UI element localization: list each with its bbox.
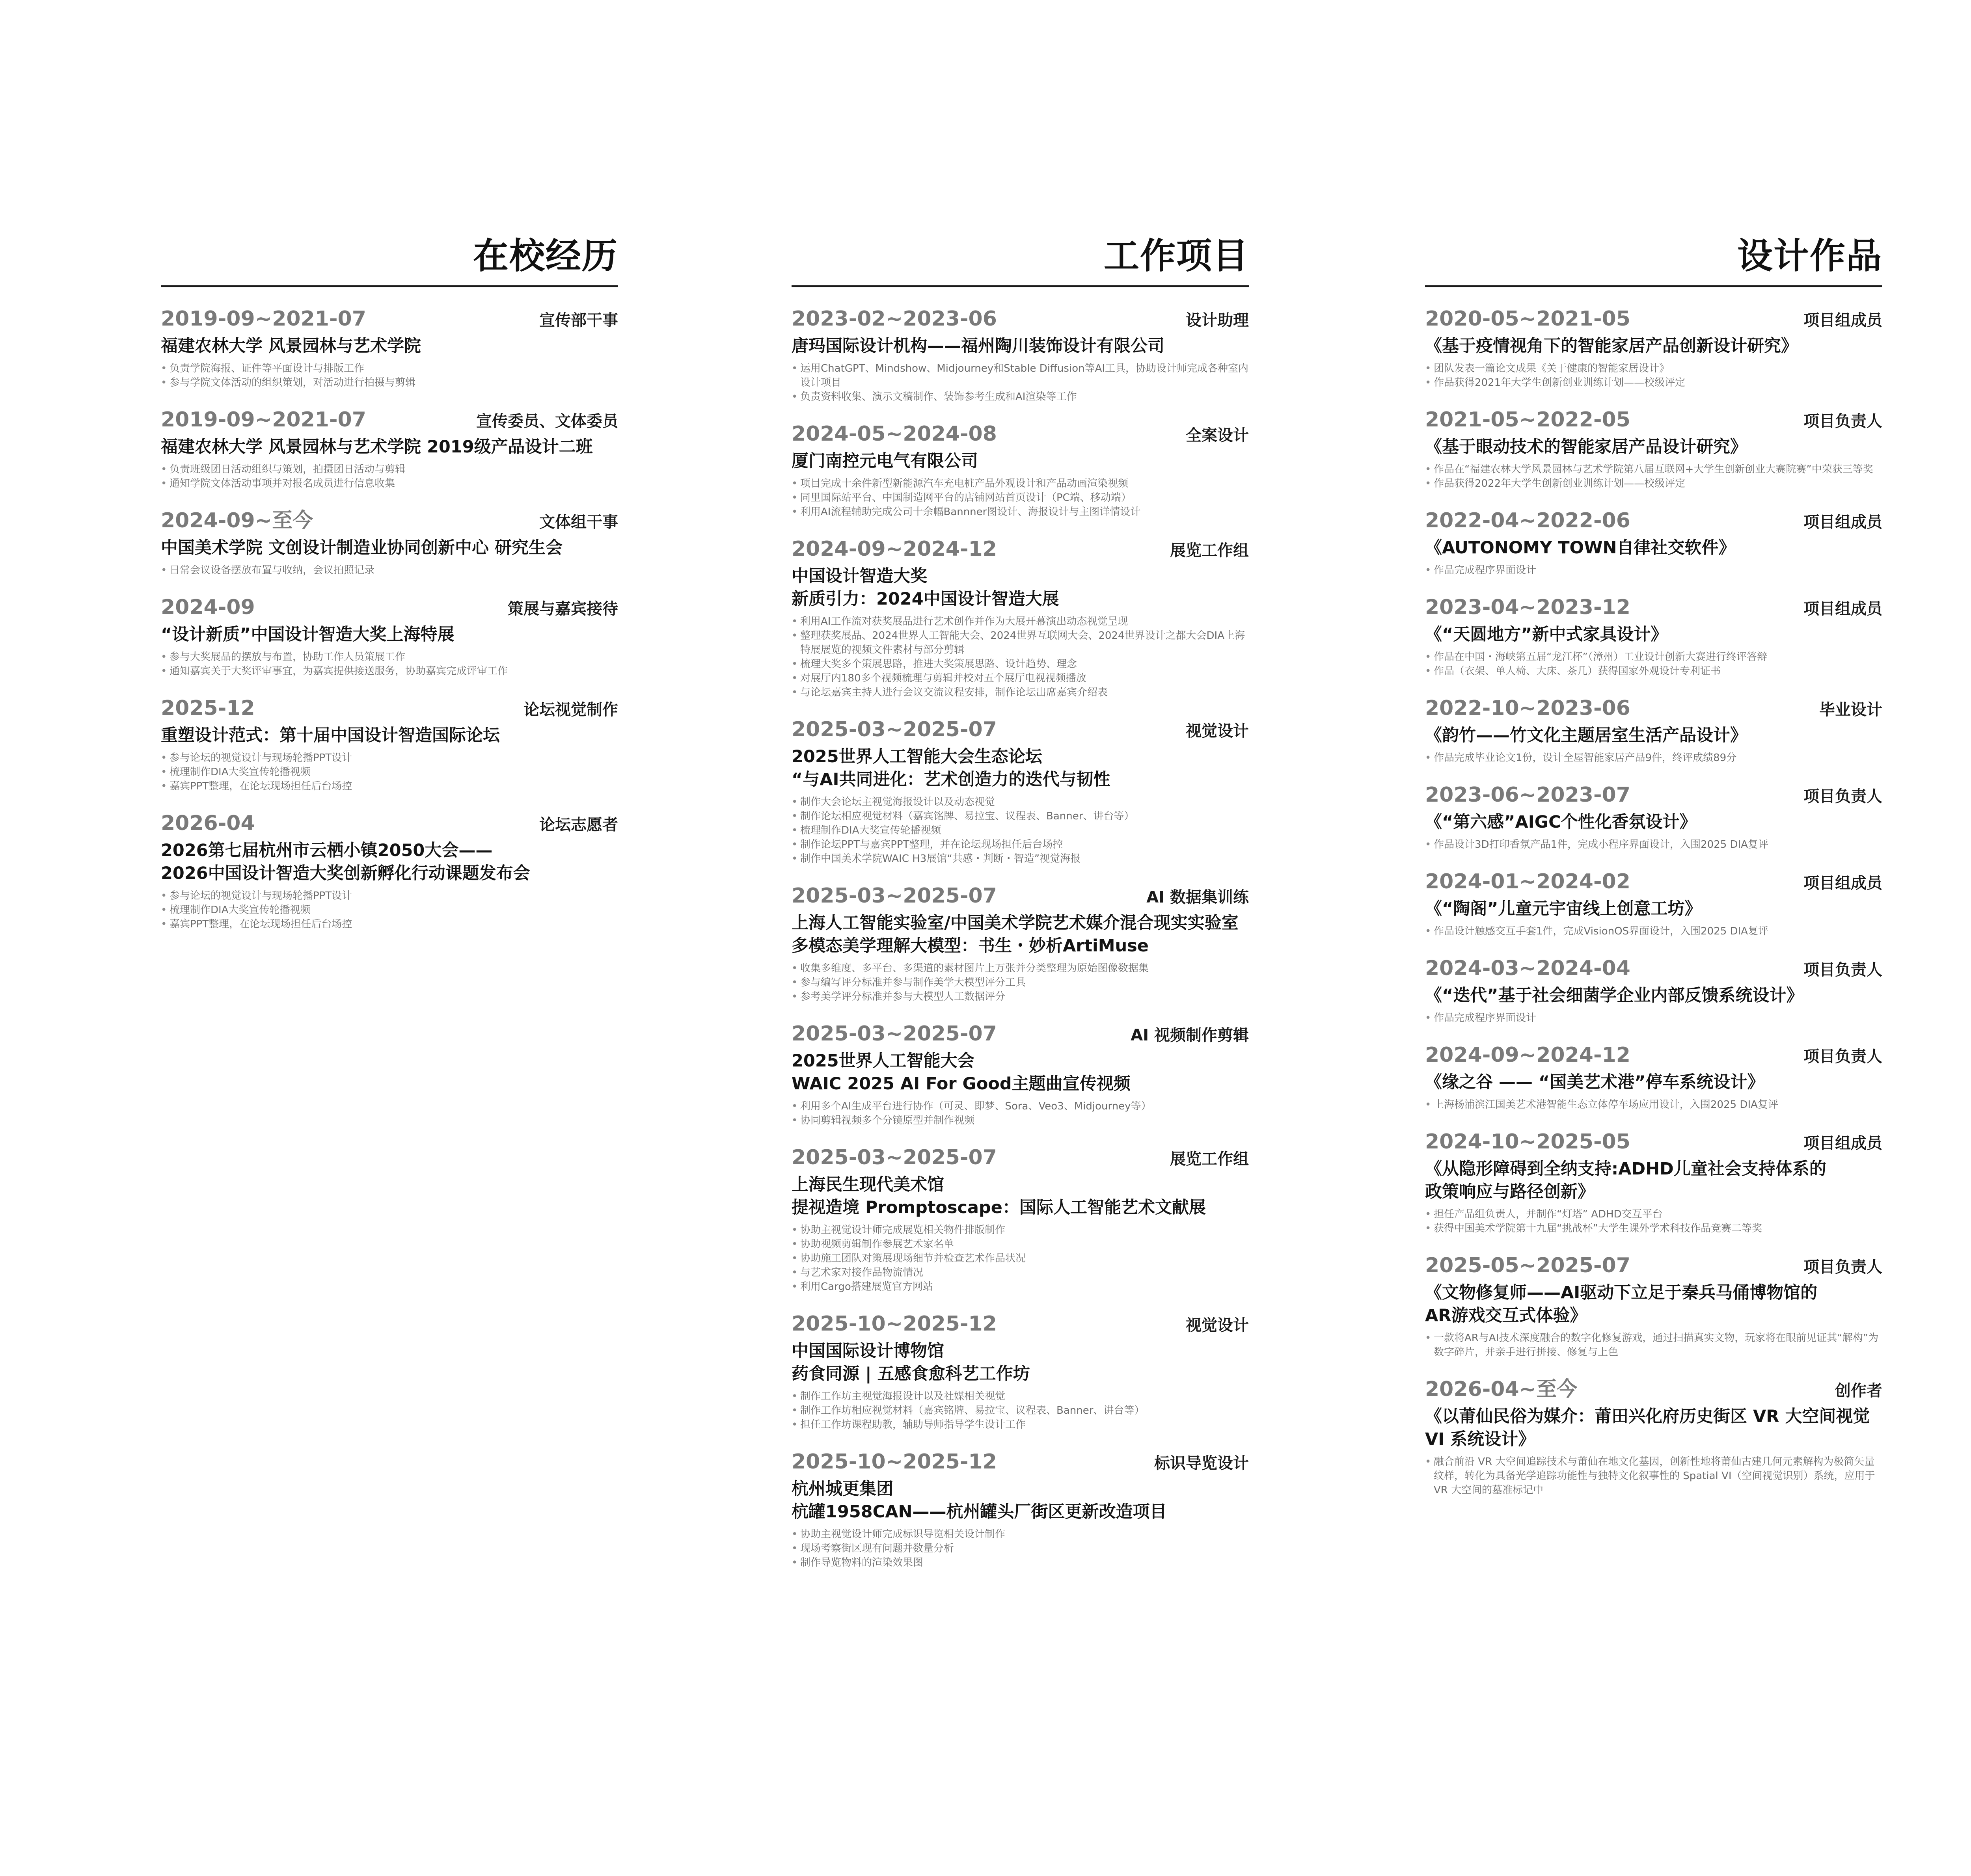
entry-header [792, 1143, 1249, 1173]
entry-title-line: AR游戏交互式体验》 [1425, 1306, 1587, 1325]
entry-title-line: 《韵竹——竹文化主题居室生活产品设计》 [1425, 726, 1747, 745]
entry-title-line: “设计新质”中国设计智造大奖上海特展 [161, 625, 455, 644]
entry-bullet-list [1425, 1455, 1882, 1497]
entry-role: 论坛视觉制作 [523, 701, 618, 719]
entry-header [161, 809, 618, 839]
resume-entry [161, 506, 618, 577]
entry-role: 创作者 [1835, 1382, 1882, 1400]
entry-header [792, 1020, 1249, 1050]
entry-bullet: • 收集多维度、多平台、多渠道的素材图片上万张并分类整理为原始图像数据集 [792, 961, 1249, 975]
entry-bullet: • 作品获得2022年大学生创新创业训练计划——校级评定 [1425, 476, 1882, 491]
entry-date: 2023-04~2023-12 [1425, 596, 1630, 619]
entry-bullet: • 对展厅内180多个视频梳理与剪辑并校对五个展厅电视视频播放 [792, 671, 1249, 685]
entry-bullet: • 作品完成程序界面设计 [1425, 563, 1882, 577]
entry-date: 2024-01~2024-02 [1425, 870, 1630, 893]
entry-header [792, 1310, 1249, 1340]
entry-title-line: 提视造境 Promptoscape：国际人工智能艺术文献展 [792, 1198, 1206, 1217]
entry-date: 2023-06~2023-07 [1425, 783, 1630, 807]
entry-bullet-list [792, 795, 1249, 866]
resume-entry [1425, 954, 1882, 1025]
entry-date: 2024-03~2024-04 [1425, 957, 1630, 980]
entry-bullet-list [161, 361, 618, 390]
entry-date: 2024-09~至今 [161, 509, 313, 532]
entry-date: 2024-09 [161, 596, 255, 619]
entry-title-line: 厦门南控元电气有限公司 [792, 451, 978, 471]
resume-entry [792, 1020, 1249, 1128]
entry-bullet: • 梳理制作DIA大奖宣传轮播视频 [161, 903, 618, 917]
resume-entry [161, 809, 618, 931]
entry-bullet-list [161, 462, 618, 491]
entry-title-line: 福建农林大学 风景园林与艺术学院 [161, 336, 421, 356]
resume-entry [1425, 305, 1882, 390]
entry-bullet: • 参考美学评分标准并参与大模型人工数据评分 [792, 990, 1249, 1004]
entry-date: 2024-05~2024-08 [792, 422, 997, 446]
entry-header [792, 535, 1249, 565]
entry-date: 2025-10~2025-12 [792, 1312, 997, 1336]
entry-header [792, 305, 1249, 335]
entry-bullet: • 担任产品组负责人，并制作“灯塔” ADHD交互平台 [1425, 1207, 1882, 1221]
entry-header [1425, 867, 1882, 897]
section-column-work [792, 233, 1249, 1586]
section-divider [792, 285, 1249, 287]
entry-bullet-list [792, 476, 1249, 519]
entry-bullet-list [1425, 361, 1882, 390]
entry-bullet: • 作品完成程序界面设计 [1425, 1011, 1882, 1025]
entry-date: 2020-05~2021-05 [1425, 307, 1630, 331]
entry-date: 2021-05~2022-05 [1425, 408, 1630, 432]
entry-date: 2019-09~2021-07 [161, 408, 366, 432]
entry-bullet: • 负责班级团日活动组织与策划，拍摄团日活动与剪辑 [161, 462, 618, 476]
entry-title-line: 多模态美学理解大模型：书生・妙析ArtiMuse [792, 936, 1149, 956]
resume-entry [1425, 1128, 1882, 1236]
entry-bullet: • 嘉宾PPT整理，在论坛现场担任后台场控 [161, 779, 618, 793]
entry-date: 2025-03~2025-07 [792, 1146, 997, 1169]
entry-bullet-list [792, 361, 1249, 404]
entry-bullet: • 协同剪辑视频多个分镜原型并制作视频 [792, 1113, 1249, 1128]
entry-title-line: 上海民生现代美术馆 [792, 1175, 944, 1195]
entry-bullet: • 作品在“福建农林大学风景园林与艺术学院第八届互联网+大学生创新创业大赛院赛”中荣获三等奖 [1425, 462, 1882, 476]
entry-role: AI 数据集训练 [1146, 888, 1249, 906]
entry-bullet-list [1425, 462, 1882, 491]
entry-date: 2024-09~2024-12 [1425, 1043, 1630, 1067]
section-column-design [1425, 233, 1882, 1513]
entry-bullet-list [1425, 1098, 1882, 1112]
section-column-school [161, 233, 618, 947]
entry-role: 项目负责人 [1803, 412, 1882, 430]
entry-role: 设计助理 [1186, 311, 1249, 329]
entry-title-line: 《缘之谷 —— “国美艺术港”停车系统设计》 [1425, 1072, 1764, 1092]
entry-bullet-list [161, 751, 618, 793]
entry-title-line: 《基于疫情视角下的智能家居产品创新设计研究》 [1425, 336, 1798, 356]
entry-bullet: • 作品获得2021年大学生创新创业训练计划——校级评定 [1425, 376, 1882, 390]
resume-entry [1425, 1375, 1882, 1497]
entry-title-line: 唐玛国际设计机构——福州陶川装饰设计有限公司 [792, 336, 1164, 356]
entry-bullet: • 参与编写评分标准并参与制作美学大模型评分工具 [792, 975, 1249, 990]
entry-title-line: 《“第六感”AIGC个性化香氛设计》 [1425, 812, 1697, 832]
entry-title-line: 新质引力：2024中国设计智造大展 [792, 589, 1059, 609]
entry-header [792, 882, 1249, 912]
entry-role: AI 视频制作剪辑 [1131, 1026, 1249, 1044]
entry-bullet: • 日常会议设备摆放布置与收纳，会议拍照记录 [161, 563, 618, 577]
entry-header [161, 406, 618, 436]
entry-bullet: • 整理获奖展品、2024世界人工智能大会、2024世界互联网大会、2024世界设计之都大会DIA上海特展展览的视频文件素材与部分剪辑 [792, 629, 1249, 657]
resume-entry [792, 1143, 1249, 1294]
entry-bullet: • 梳理制作DIA大奖宣传轮播视频 [161, 765, 618, 779]
entry-bullet: • 利用Cargo搭建展览官方网站 [792, 1280, 1249, 1294]
entry-bullet-list [792, 1527, 1249, 1570]
entry-role: 项目负责人 [1803, 1258, 1882, 1276]
entry-role: 项目负责人 [1803, 1048, 1882, 1066]
entry-bullet: • 利用AI流程辅助完成公司十余幅Bannner图设计、海报设计与主图详情设计 [792, 505, 1249, 519]
entry-role: 项目组成员 [1803, 874, 1882, 892]
resume-entry [792, 420, 1249, 519]
entry-header [1425, 506, 1882, 536]
entry-bullet-list [1425, 838, 1882, 852]
entry-header [792, 715, 1249, 745]
entry-header [792, 420, 1249, 450]
entry-date: 2025-05~2025-07 [1425, 1254, 1630, 1277]
entry-bullet: • 上海杨浦滨江国美艺术港智能生态立体停车场应用设计，入围2025 DIA复评 [1425, 1098, 1882, 1112]
entry-header [1425, 1041, 1882, 1071]
entry-title-line: 2025世界人工智能大会 [792, 1051, 974, 1071]
entry-title-line: 《以莆仙民俗为媒介：莆田兴化府历史街区 VR 大空间视觉 [1425, 1407, 1870, 1426]
entry-bullet-list [161, 889, 618, 931]
entry-bullet: • 作品设计3D打印香氛产品1件，完成小程序界面设计，入围2025 DIA复评 [1425, 838, 1882, 852]
entry-bullet: • 制作论坛相应视觉材料（嘉宾铭牌、易拉宝、议程表、Banner、讲台等） [792, 809, 1249, 823]
entry-bullet-list [161, 563, 618, 577]
entry-bullet: • 作品在中国・海峡第五届“龙江杯”（漳州）工业设计创新大赛进行终评答辩 [1425, 650, 1882, 664]
entry-title-line: 《基于眼动技术的智能家居产品设计研究》 [1425, 437, 1747, 457]
entry-title-line: 杭罐1958CAN——杭州罐头厂街区更新改造项目 [792, 1502, 1167, 1522]
entry-date: 2025-12 [161, 696, 255, 720]
entry-date: 2023-02~2023-06 [792, 307, 997, 331]
entry-bullet: • 参与论坛的视觉设计与现场轮播PPT设计 [161, 751, 618, 765]
entry-header [1425, 305, 1882, 335]
entry-date: 2025-03~2025-07 [792, 1022, 997, 1046]
entry-title-line: VI 系统设计》 [1425, 1429, 1535, 1449]
entry-bullet: • 利用AI工作流对获奖展品进行艺术创作并作为大展开幕演出动态视觉呈现 [792, 614, 1249, 629]
entry-role: 视觉设计 [1186, 722, 1249, 740]
entry-bullet: • 嘉宾PPT整理，在论坛现场担任后台场控 [161, 917, 618, 931]
entry-header [1425, 954, 1882, 984]
entry-bullet: • 作品（衣架、单人椅、大床、茶几）获得国家外观设计专利证书 [1425, 664, 1882, 678]
entry-role: 项目组成员 [1803, 513, 1882, 531]
section-divider [161, 285, 618, 287]
resume-entry [1425, 1251, 1882, 1359]
resume-entry [792, 715, 1249, 866]
entry-bullet: • 与艺术家对接作品物流情况 [792, 1266, 1249, 1280]
entry-bullet: • 现场考察街区现有问题并数量分析 [792, 1541, 1249, 1556]
entry-header [1425, 1251, 1882, 1281]
entry-date: 2022-10~2023-06 [1425, 696, 1630, 720]
entry-bullet-list [792, 961, 1249, 1004]
entry-bullet: • 制作工作坊相应视觉材料（嘉宾铭牌、易拉宝、议程表、Banner、讲台等） [792, 1403, 1249, 1418]
entry-role: 毕业设计 [1819, 701, 1882, 719]
entry-bullet-list [1425, 751, 1882, 765]
resume-entry [161, 694, 618, 793]
entry-bullet: • 参与学院文体活动的组织策划，对活动进行拍摄与剪辑 [161, 376, 618, 390]
section-title: 设计作品 [1737, 235, 1882, 277]
resume-entry [161, 593, 618, 678]
resume-entry [1425, 406, 1882, 491]
entry-bullet-list [1425, 1207, 1882, 1236]
entry-title-line: 2026中国设计智造大奖创新孵化行动课题发布会 [161, 864, 530, 883]
resume-entry [1425, 506, 1882, 577]
entry-bullet: • 负责资料收集、演示文稿制作、装饰参考生成和AI渲染等工作 [792, 390, 1249, 404]
entry-bullet: • 项目完成十余件新型新能源汽车充电桩产品外观设计和产品动画渲染视频 [792, 476, 1249, 491]
entry-date: 2026-04 [161, 811, 255, 835]
entry-role: 项目负责人 [1803, 961, 1882, 979]
entry-role: 策展与嘉宾接待 [508, 600, 618, 618]
entry-date: 2024-09~2024-12 [792, 537, 997, 561]
entry-header [1425, 593, 1882, 623]
resume-entry [792, 305, 1249, 404]
entry-date: 2022-04~2022-06 [1425, 509, 1630, 532]
entry-bullet: • 通知嘉宾关于大奖评审事宜，为嘉宾提供接送服务，协助嘉宾完成评审工作 [161, 664, 618, 678]
resume-entry [1425, 593, 1882, 678]
entry-title-line: 中国美术学院 文创设计制造业协同创新中心 研究生会 [161, 538, 563, 558]
entry-role: 展览工作组 [1170, 1150, 1249, 1168]
resume-entry [1425, 1041, 1882, 1112]
entry-title-line: 《AUTONOMY TOWN自律社交软件》 [1425, 538, 1736, 558]
entry-bullet: • 协助视频剪辑制作参展艺术家名单 [792, 1237, 1249, 1251]
entry-role: 项目组成员 [1803, 600, 1882, 618]
resume-entry [1425, 781, 1882, 852]
resume-entry [161, 305, 618, 390]
entry-bullet-list [1425, 1011, 1882, 1025]
entry-bullet-list [792, 614, 1249, 700]
entry-date: 2024-10~2025-05 [1425, 1130, 1630, 1154]
resume-entry [1425, 694, 1882, 765]
entry-role: 宣传部干事 [539, 311, 618, 329]
entry-bullet: • 担任工作坊课程助教，辅助导师指导学生设计工作 [792, 1418, 1249, 1432]
entry-title-line: 重塑设计范式：第十届中国设计智造国际论坛 [161, 726, 500, 745]
entry-bullet: • 制作导览物料的渲染效果图 [792, 1556, 1249, 1570]
entry-bullet: • 制作工作坊主视觉海报设计以及社媒相关视觉 [792, 1389, 1249, 1403]
entry-header [161, 593, 618, 623]
entry-header [1425, 1128, 1882, 1158]
entry-bullet: • 协助施工团队对策展现场细节并检查艺术作品状况 [792, 1251, 1249, 1266]
entry-title-line: 中国设计智造大奖 [792, 566, 927, 586]
entry-title-line: 福建农林大学 风景园林与艺术学院 2019级产品设计二班 [161, 437, 593, 457]
entry-bullet: • 团队发表一篇论文成果《关于健康的智能家居设计》 [1425, 361, 1882, 376]
entry-title-line: 《从隐形障碍到全纳支持:ADHD儿童社会支持体系的 [1425, 1159, 1826, 1179]
entry-bullet: • 通知学院文体活动事项并对报名成员进行信息收集 [161, 476, 618, 491]
section-title: 工作项目 [1104, 235, 1249, 277]
entry-header [161, 694, 618, 724]
entry-bullet: • 制作中国美术学院WAIC H3展馆“共感・判断・智造”视觉海报 [792, 852, 1249, 866]
entry-bullet: • 协助主视觉设计师完成标识导览相关设计制作 [792, 1527, 1249, 1541]
resume-entry [792, 882, 1249, 1004]
section-title: 在校经历 [473, 235, 618, 277]
entry-bullet-list [1425, 1331, 1882, 1359]
entry-bullet-list [161, 650, 618, 678]
entry-title-line: 2026第七届杭州市云栖小镇2050大会—— [161, 841, 493, 860]
entry-bullet: • 运用ChatGPT、Mindshow、Midjourney和Stable Diffusion等AI工具，协助设计师完成各种室内设计项目 [792, 361, 1249, 390]
entry-bullet: • 一款将AR与AI技术深度融合的数字化修复游戏，通过扫描真实文物，玩家将在眼前见证其“解构”为数字碎片，并亲手进行拼接、修复与上色 [1425, 1331, 1882, 1359]
resume-entry [792, 535, 1249, 700]
entry-header [1425, 694, 1882, 724]
entry-bullet: • 参与大奖展品的摆放与布置，协助工作人员策展工作 [161, 650, 618, 664]
section-divider [1425, 285, 1882, 287]
entry-header [1425, 406, 1882, 436]
entry-role: 文体组干事 [539, 513, 618, 531]
entry-date: 2025-10~2025-12 [792, 1450, 997, 1474]
resume-entry [161, 406, 618, 491]
entry-bullet: • 融合前沿 VR 大空间追踪技术与莆仙在地文化基因，创新性地将莆仙古建几何元素解构为极简矢量纹样，转化为具备光学追踪功能性与独特文化叙事性的 Spatial VI（空间视觉识别）系统，应用于 VR 大空间的墓准标记中 [1425, 1455, 1882, 1497]
entry-bullet: • 协助主视觉设计师完成展览相关物件排版制作 [792, 1223, 1249, 1237]
entry-role: 展览工作组 [1170, 542, 1249, 560]
entry-bullet-list [792, 1389, 1249, 1432]
entry-date: 2026-04~至今 [1425, 1377, 1578, 1401]
entry-date: 2025-03~2025-07 [792, 884, 997, 908]
entry-bullet: • 制作论坛PPT与嘉宾PPT整理，并在论坛现场担任后台场控 [792, 838, 1249, 852]
entry-bullet-list [1425, 924, 1882, 938]
entry-title-line: 中国国际设计博物馆 [792, 1341, 944, 1361]
entry-role: 项目负责人 [1803, 787, 1882, 806]
entry-role: 全案设计 [1186, 426, 1249, 445]
entry-bullet: • 梳理大奖多个策展思路，推进大奖策展思路、设计趋势、理念 [792, 657, 1249, 671]
resume-entry [792, 1310, 1249, 1432]
entry-role: 视觉设计 [1186, 1316, 1249, 1334]
entry-header [1425, 1375, 1882, 1405]
entry-title-line: “与AI共同进化：艺术创造力的迭代与韧性 [792, 770, 1110, 789]
entry-header [792, 1448, 1249, 1478]
entry-role: 项目组成员 [1803, 311, 1882, 329]
entry-bullet: • 作品设计触感交互手套1件，完成VisionOS界面设计，入围2025 DIA复评 [1425, 924, 1882, 938]
entry-role: 标识导览设计 [1154, 1454, 1249, 1472]
entry-header [161, 305, 618, 335]
entry-bullet: • 获得中国美术学院第十九届“挑战杯”大学生课外学术科技作品竞赛二等奖 [1425, 1221, 1882, 1236]
entry-role: 项目组成员 [1803, 1134, 1882, 1152]
entry-bullet-list [1425, 650, 1882, 678]
entry-title-line: 政策响应与路径创新》 [1425, 1182, 1595, 1202]
entry-title-line: 杭州城更集团 [792, 1479, 893, 1499]
entry-bullet: • 参与论坛的视觉设计与现场轮播PPT设计 [161, 889, 618, 903]
entry-bullet: • 同里国际站平台、中国制造网平台的店铺网站首页设计（PC端、移动端） [792, 491, 1249, 505]
entry-bullet-list [792, 1099, 1249, 1128]
entry-title-line: 《“迭代”基于社会细菌学企业内部反馈系统设计》 [1425, 986, 1803, 1005]
entry-bullet: • 制作大会论坛主视觉海报设计以及动态视觉 [792, 795, 1249, 809]
resume-entry [792, 1448, 1249, 1570]
entry-title-line: 《文物修复师——AI驱动下立足于秦兵马俑博物馆的 [1425, 1283, 1818, 1303]
entry-title-line: WAIC 2025 AI For Good主题曲宣传视频 [792, 1074, 1131, 1094]
entry-bullet: • 作品完成毕业论文1份，设计全屋智能家居产品9件，终评成绩89分 [1425, 751, 1882, 765]
entry-date: 2019-09~2021-07 [161, 307, 366, 331]
entry-bullet-list [792, 1223, 1249, 1294]
entry-header [161, 506, 618, 536]
entry-title-line: 《“天圆地方”新中式家具设计》 [1425, 625, 1668, 644]
entry-bullet: • 负责学院海报、证件等平面设计与排版工作 [161, 361, 618, 376]
entry-bullet-list [1425, 563, 1882, 577]
entry-title-line: 药食同源 | 五感食愈科艺工作坊 [792, 1364, 1030, 1384]
entry-title-line: 上海人工智能实验室/中国美术学院艺术媒介混合现实实验室 [792, 913, 1239, 933]
resume-entry [1425, 867, 1882, 938]
entry-title-line: 《“陶阁”儿童元宇宙线上创意工坊》 [1425, 899, 1702, 919]
entry-role: 论坛志愿者 [539, 816, 618, 834]
entry-bullet: • 利用多个AI生成平台进行协作（可灵、即梦、Sora、Veo3、Midjourney等） [792, 1099, 1249, 1113]
entry-date: 2025-03~2025-07 [792, 718, 997, 741]
entry-header [1425, 781, 1882, 811]
entry-title-line: 2025世界人工智能大会生态论坛 [792, 747, 1042, 767]
entry-bullet: • 与论坛嘉宾主持人进行会议交流议程安排，制作论坛出席嘉宾介绍表 [792, 685, 1249, 700]
entry-bullet: • 梳理制作DIA大奖宣传轮播视频 [792, 823, 1249, 838]
entry-role: 宣传委员、文体委员 [476, 412, 618, 430]
